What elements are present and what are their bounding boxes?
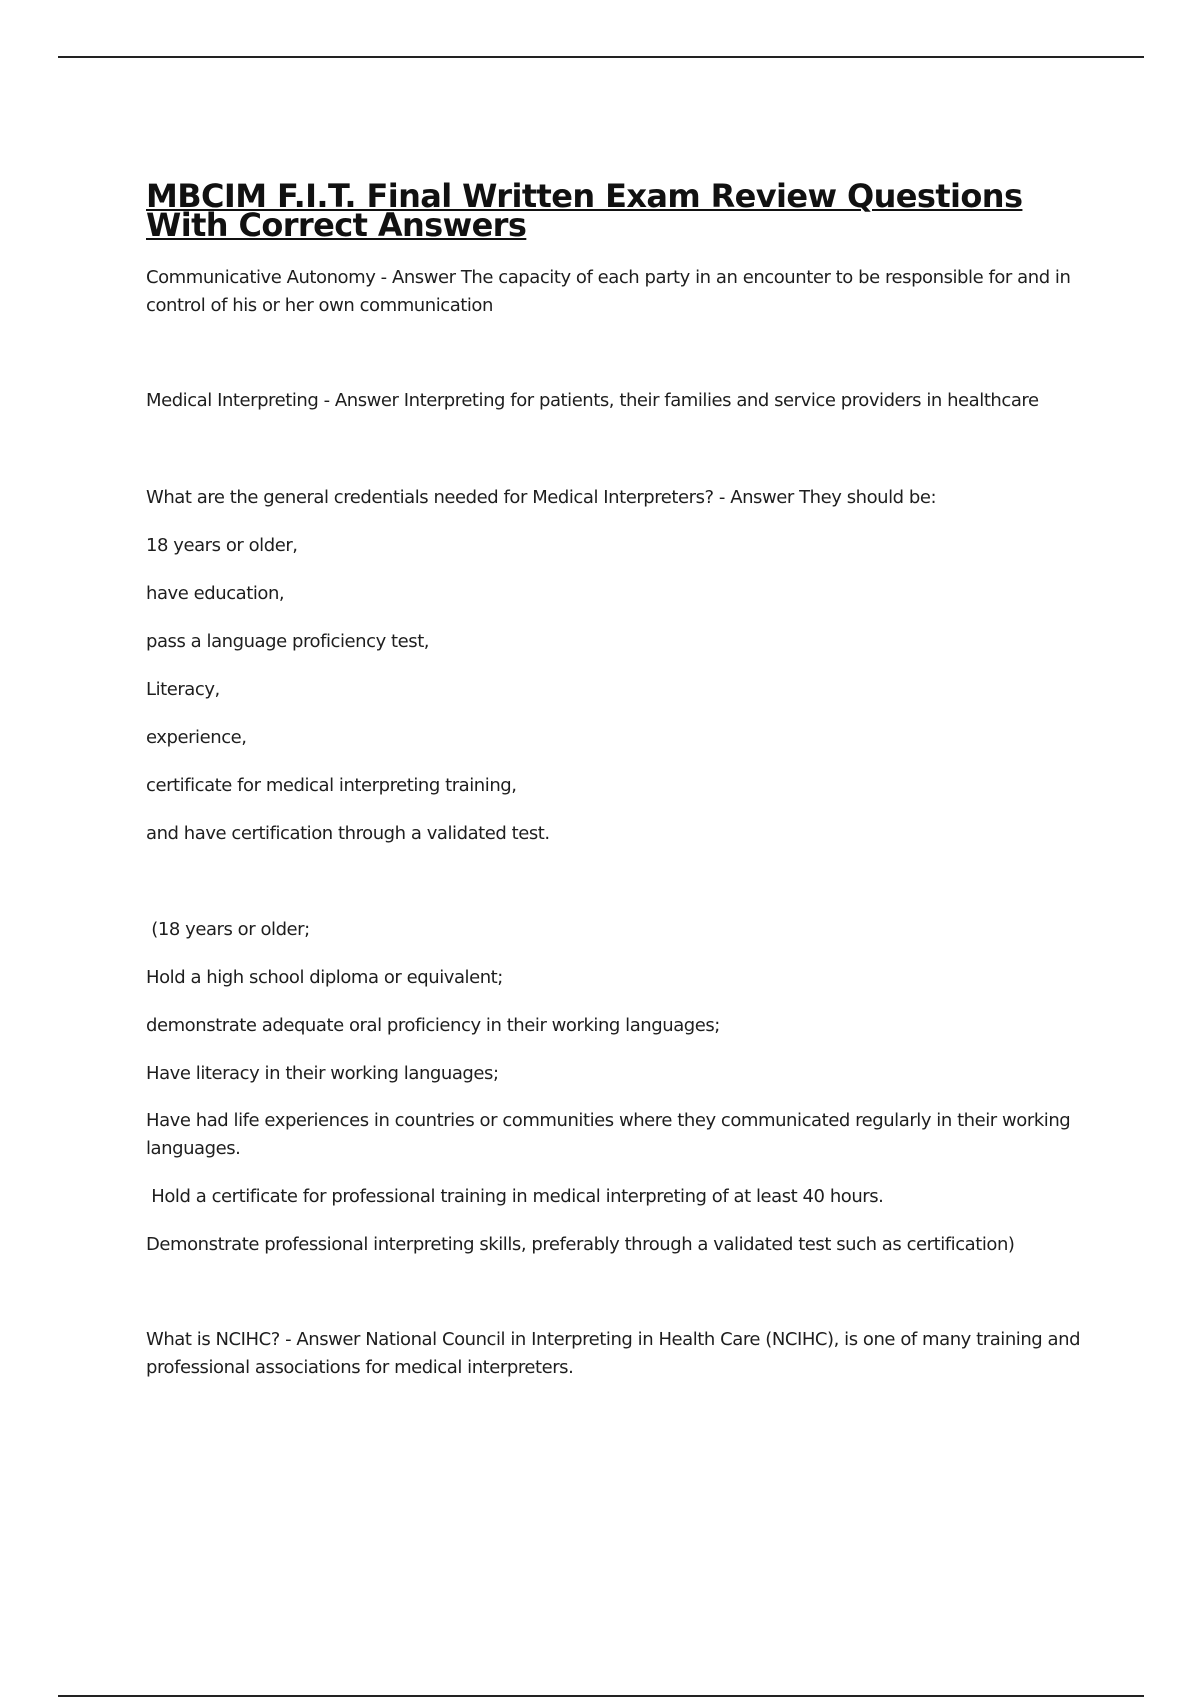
detailed-credential-item: demonstrate adequate oral proficiency in their working languages;	[146, 1015, 720, 1036]
detailed-credential-item: Demonstrate professional interpreting skills, preferably through a validated test such as certification)	[146, 1234, 1015, 1255]
credential-list-item: Literacy,	[146, 679, 220, 700]
detailed-credential-item: Hold a certificate for professional training in medical interpreting of at least 40 hours.	[146, 1186, 884, 1207]
credential-list-item: certificate for medical interpreting training,	[146, 775, 517, 796]
credential-list-item: 18 years or older,	[146, 535, 298, 556]
detailed-credential-item: Have literacy in their working languages;	[146, 1063, 499, 1084]
detailed-credential-item: Have had life experiences in countries or communities where they communicated regularly in their working languages.	[146, 1110, 1071, 1159]
credential-list-item: experience,	[146, 727, 247, 748]
paragraph-medical-interpreting: Medical Interpreting - Answer Interpreting for patients, their families and service providers in healthcare	[146, 390, 1039, 411]
paragraph-ncihc-question: What is NCIHC? - Answer National Council in Interpreting in Health Care (NCIHC), is one of many training and professional associations for medical interpreters.	[146, 1329, 1081, 1378]
footer-rule	[58, 1695, 1144, 1697]
paragraph-credentials-question: What are the general credentials needed for Medical Interpreters? - Answer They should be:	[146, 487, 937, 508]
document-title: MBCIM F.I.T. Final Written Exam Review Questions With Correct Answers	[146, 177, 1023, 244]
detailed-credential-item: (18 years or older;	[146, 919, 310, 940]
paragraph-communicative-autonomy: Communicative Autonomy - Answer The capacity of each party in an encounter to be responsible for and in control of his or her own communication	[146, 267, 1071, 316]
credential-list-item: have education,	[146, 583, 285, 604]
document-body	[146, 177, 1086, 1382]
credential-list-item: pass a language proficiency test,	[146, 631, 430, 652]
credential-list-item: and have certification through a validated test.	[146, 823, 550, 844]
detailed-credential-item: Hold a high school diploma or equivalent;	[146, 967, 503, 988]
header-rule	[58, 56, 1144, 58]
